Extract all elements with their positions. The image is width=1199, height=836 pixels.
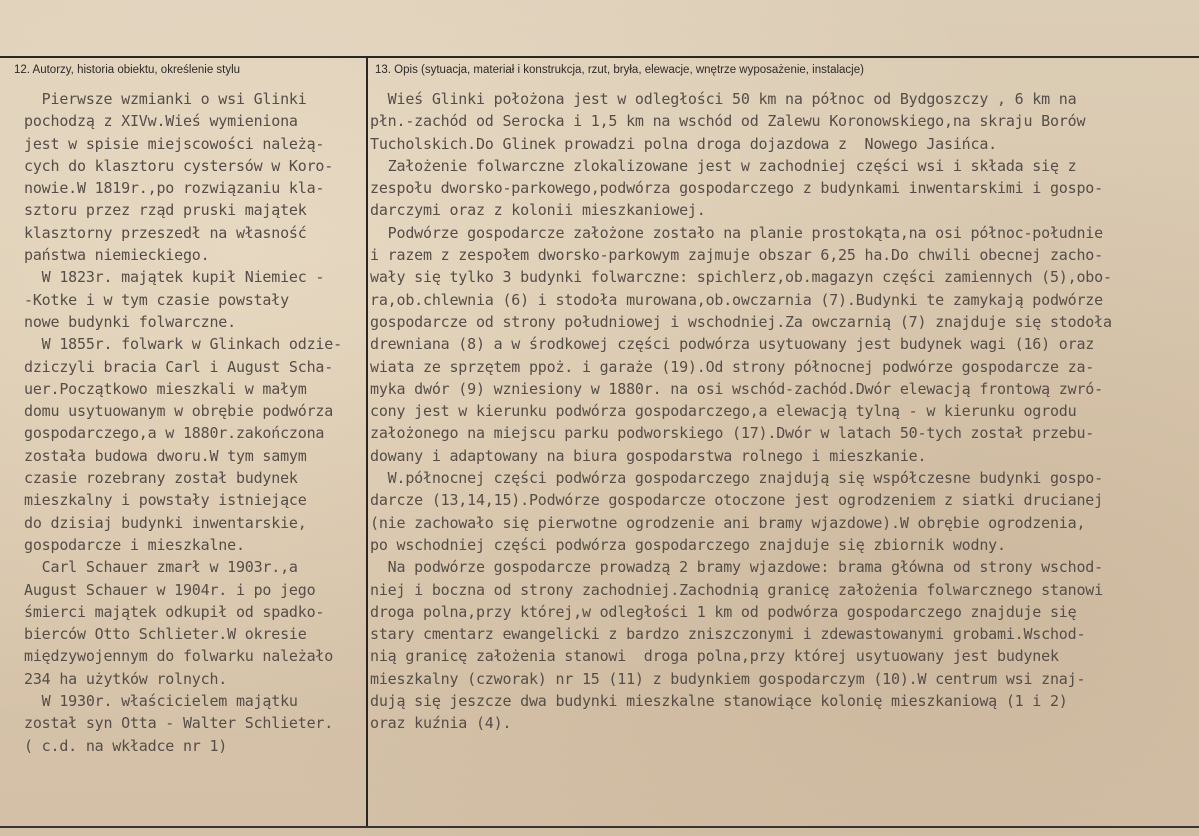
text-line: klasztorny przeszedł na własność [24,223,307,242]
text-line: Wieś Glinki położona jest w odległości 50 km na północ od Bydgoszczy , 6 km na [370,90,1077,108]
text-line: niej i boczna od strony zachodniej.Zachodnią granicę założenia folwarcznego stanowi [370,580,1103,599]
text-line: (nie zachowało się pierwotne ogrodzenie ani bramy wjazdowe).W obrębie ogrodzenia, [370,513,1086,532]
text-line: nią granicę założenia stanowi droga polna,przy której usytuowany jest budynek [370,647,1059,666]
text-line: i razem z zespołem dworsko-parkowym zajmuje obszar 6,25 ha.Do chwili obecnej zacho- [370,246,1103,265]
text-line: po wschodniej części podwórza gospodarczego znajduje się zbiornik wodny. [370,535,1006,554]
text-line: państwa niemieckiego. [24,246,210,265]
text-line: jest w spisie miejscowości należą- [24,134,325,153]
text-line: ra,ob.chlewnia (6) i stodoła murowana,ob.owczarnia (7).Budynki te zamykają podwórze [370,290,1103,309]
text-line: czasie rozebrany został budynek [24,469,298,488]
text-line: do dzisiaj budynki inwentarskie, [24,513,307,532]
text-line: August Schauer w 1904r. i po jego [24,580,316,599]
text-line: pochodzą z XIVw.Wieś wymieniona [24,112,298,131]
text-line: sztoru przez rząd pruski majątek [24,201,307,220]
text-line: myka dwór (9) wzniesiony w 1880r. na osi wschód-zachód.Dwór elewacją frontową zwró- [370,379,1103,398]
section-12-heading: 12. Autorzy, historia obiektu, określenie stylu [14,64,241,76]
section-13-heading: 13. Opis (sytuacja, materiał i konstrukcja, rzut, bryła, elewacje, wnętrze wyposażenie, instalacje) [375,64,864,76]
text-line: 234 ha użytków rolnych. [24,669,228,688]
text-line: stary cmentarz ewangelicki z bardzo zniszczonymi i zdewastowanymi grobami.Wschod- [370,625,1086,644]
text-line: została budowa dworu.W tym samym [24,446,307,465]
top-border-line [0,56,1199,58]
text-line: W.północnej części podwórza gospodarczego znajdują się współczesne budynki gospo- [370,469,1103,488]
text-line: ( c.d. na wkładce nr 1) [24,736,228,755]
text-line: mieszkalny (czworak) nr 15 (11) z budynkiem gospodarczym (10).W centrum wsi znaj- [370,669,1086,688]
text-line: wały się tylko 3 budynki folwarczne: spichlerz,ob.magazyn części zamiennych (5),obo- [370,268,1112,287]
text-line: płn.-zachód od Serocka i 1,5 km na wschód od Zalewu Koronowskiego,na skraju Borów [370,112,1086,131]
text-line: darcze (13,14,15).Podwórze gospodarcze otoczone jest ogrodzeniem z siatki drucianej [370,491,1103,510]
text-line: cony jest w kierunku podwórza gospodarczego,a elewacją tylną - w kierunku ogrodu [370,402,1077,421]
text-line: oraz kuźnia (4). [370,714,512,733]
bottom-border-line [0,826,1199,828]
text-line: międzywojennym do folwarku należało [24,647,334,666]
text-line: domu usytuowanym w obrębie podwórza [24,402,334,421]
text-line: śmierci majątek odkupił od spadko- [24,602,325,621]
text-line: drewniana (8) a w środkowej części podwórza usytuowany jest budynek wagi (16) oraz [370,335,1095,354]
text-line: bierców Otto Schlieter.W okresie [24,625,307,644]
text-line: cych do klasztoru cystersów w Koro- [24,156,334,175]
text-line: dowany i adaptowany na biura gospodarstwa rolnego i mieszkanie. [370,446,927,465]
text-line: wiata ze sprzętem ppoż. i garaże (19).Od strony północnej podwórze gospodarcze za- [370,357,1095,376]
text-line: Na podwórze gospodarcze prowadzą 2 bramy wjazdowe: brama główna od strony wschod- [370,558,1103,577]
text-line: uer.Początkowo mieszkali w małym [24,379,307,398]
text-line: nowe budynki folwarczne. [24,312,236,331]
text-line: Pierwsze wzmianki o wsi Glinki [24,90,307,108]
column-divider [366,58,368,826]
text-line: założonego na miejscu parku podworskiego (17).Dwór w latach 50-tych został przebu- [370,424,1095,443]
text-line: W 1823r. majątek kupił Niemiec - [24,268,325,287]
text-line: gospodarczego,a w 1880r.zakończona [24,424,325,443]
text-line: droga polna,przy której,w odległości 1 km od podwórza gospodarczego znajduje się [370,602,1077,621]
text-line: Założenie folwarczne zlokalizowane jest w zachodniej części wsi i składa się z [370,156,1077,175]
description-text-column [370,88,1196,735]
text-line: gospodarcze i mieszkalne. [24,535,245,554]
history-text-column [24,88,364,757]
text-line: Podwórze gospodarcze założone zostało na planie prostokąta,na osi północ-południe [370,223,1103,242]
text-line: -Kotke i w tym czasie powstały [24,290,289,309]
text-line: nowie.W 1819r.,po rozwiązaniu kla- [24,179,325,198]
text-line: Carl Schauer zmarł w 1903r.,a [24,558,298,577]
text-line: zespołu dworsko-parkowego,podwórza gospodarczego z budynkami inwentarskimi i gospo- [370,179,1103,198]
text-line: mieszkalny i powstały istniejące [24,491,307,510]
text-line: W 1930r. właścicielem majątku [24,692,298,711]
text-line: darczymi oraz z kolonii mieszkaniowej. [370,201,706,220]
text-line: gospodarcze od strony południowej i wschodniej.Za owczarnią (7) znajduje się stodoła [370,312,1112,331]
text-line: dują się jeszcze dwa budynki mieszkalne stanowiące kolonię mieszkaniową (1 i 2) [370,692,1068,711]
text-line: został syn Otta - Walter Schlieter. [24,714,334,733]
text-line: Tucholskich.Do Glinek prowadzi polna droga dojazdowa z Nowego Jasińca. [370,134,997,153]
text-line: W 1855r. folwark w Glinkach odzie- [24,335,342,354]
text-line: dziczyli bracia Carl i August Scha- [24,357,334,376]
